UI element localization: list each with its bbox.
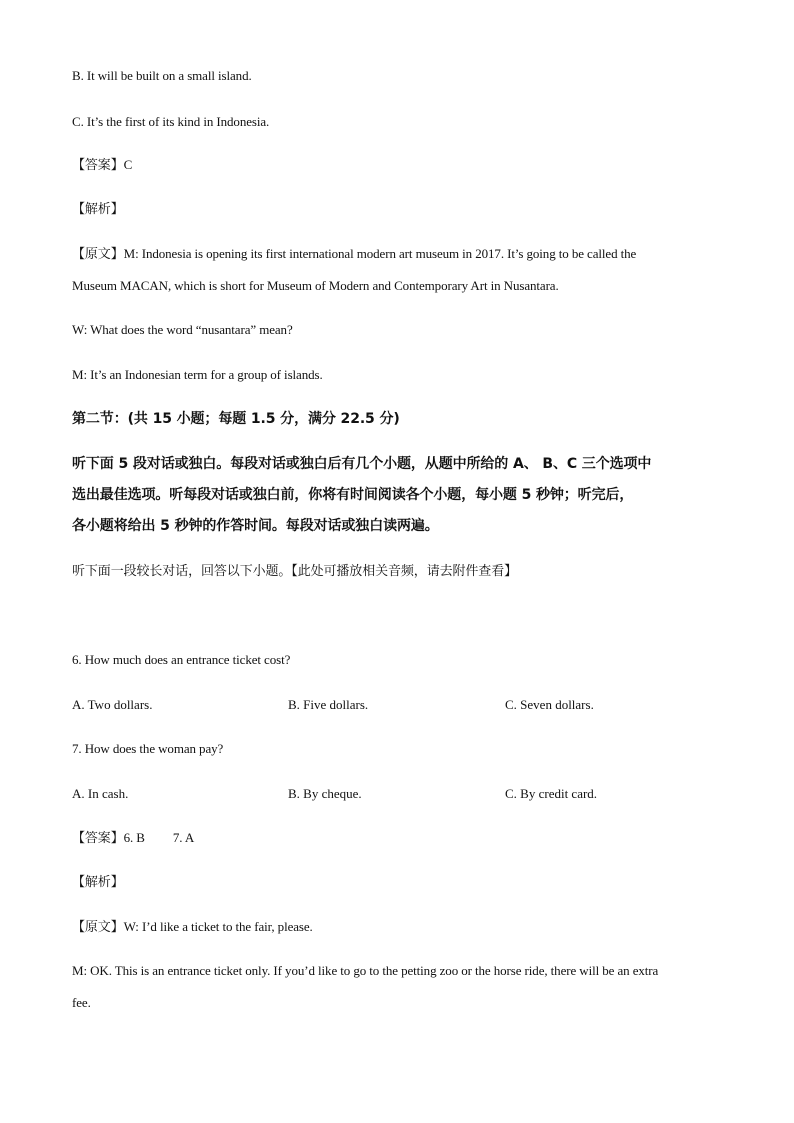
q7-question: 7. How does the woman pay?: [72, 741, 224, 756]
q5-option-b: B. It will be built on a small island.: [72, 68, 252, 83]
dialogue-intro: 听下面一段较长对话，回答以下小题。【此处可播放相关音频，请去附件查看】: [72, 564, 518, 579]
q5-answer: [72, 157, 132, 174]
transcript-tag: 【原文】: [72, 920, 124, 935]
answer-tag: 【答案】: [72, 831, 124, 846]
q5-transcript-line-3: W: What does the word “nusantara” mean?: [72, 322, 293, 337]
answer-7: 7. A: [172, 830, 195, 845]
transcript-text: W: I’d like a ticket to the fair, please.: [123, 919, 313, 934]
q5-transcript-line-4: M: It’s an Indonesian term for a group of islands.: [72, 367, 323, 382]
answers-6-7: [72, 830, 194, 847]
q7-option-c: C. By credit card.: [505, 786, 598, 801]
q6-option-b: B. Five dollars.: [288, 697, 369, 712]
transcript-text: M: Indonesia is opening its first international modern art museum in 2017. It’s going to be called the: [123, 246, 637, 261]
q5-analysis-tag: 【解析】: [72, 202, 124, 217]
q5-option-c: C. It’s the first of its kind in Indonesia.: [72, 114, 270, 129]
section2-instruction-line-2: 选出最佳选项。听每段对话或独白前，你将有时间阅读各个小题，每小题 5 秒钟；听完后，: [72, 487, 634, 503]
q6-question: 6. How much does an entrance ticket cost?: [72, 652, 291, 667]
transcript-tag: 【原文】: [72, 247, 124, 262]
section2-heading: 第二节：(共 15 小题；每题 1.5 分，满分 22.5 分): [72, 411, 400, 427]
section2-instruction-line-1: 听下面 5 段对话或独白。每段对话或独白后有几个小题，从题中所给的 A、 B、C 三个选项中: [72, 456, 652, 472]
transcript-6-7-line-1: [72, 919, 313, 936]
transcript-6-7-line-2: M: OK. This is an entrance ticket only. If you’d like to go to the petting zoo or the horse ride, there will be an extra: [72, 963, 659, 978]
q6-option-c: C. Seven dollars.: [505, 697, 594, 712]
section2-instruction-line-3: 各小题将给出 5 秒钟的作答时间。每段对话或独白读两遍。: [72, 518, 439, 534]
q6-option-a: A. Two dollars.: [72, 697, 153, 712]
q5-transcript-line-1: [72, 246, 636, 263]
analysis-tag-6-7: 【解析】: [72, 875, 124, 890]
answer-tag: 【答案】: [72, 158, 124, 173]
transcript-6-7-line-3: fee.: [72, 995, 91, 1010]
answer-6: 6. B: [123, 830, 145, 845]
answer-value: C: [123, 157, 133, 172]
q7-option-a: A. In cash.: [72, 786, 129, 801]
q7-option-b: B. By cheque.: [288, 786, 362, 801]
q5-transcript-line-2: Museum MACAN, which is short for Museum of Modern and Contemporary Art in Nusantara.: [72, 278, 559, 293]
